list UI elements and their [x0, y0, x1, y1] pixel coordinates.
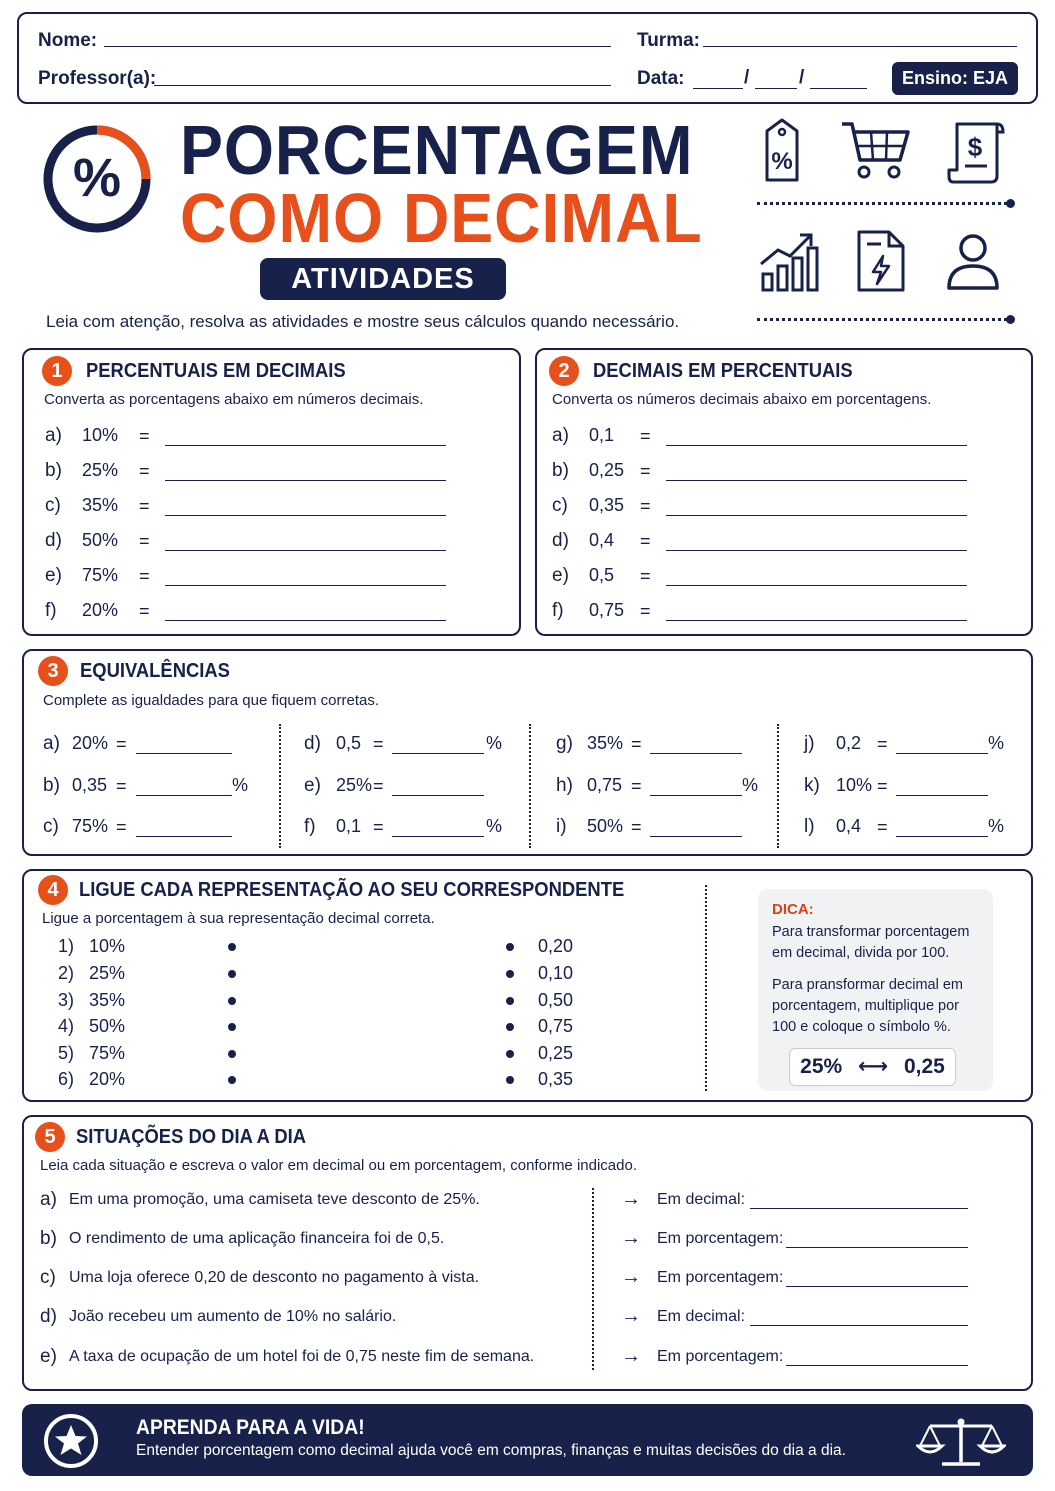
name-label: Nome:: [38, 30, 98, 51]
section-subtitle: Converta os números decimais abaixo em porcentagens.: [552, 391, 932, 408]
match-left-value: 50%: [89, 1016, 126, 1036]
item-value: 0,25: [589, 460, 625, 480]
class-field[interactable]: [703, 46, 1017, 47]
equals-sign: =: [640, 531, 651, 551]
student-info-box: [17, 12, 1038, 104]
match-right-dot[interactable]: [506, 1050, 514, 1058]
section-subtitle: Complete as igualdades para que fiquem corretas.: [43, 692, 380, 709]
item-letter: j): [804, 733, 815, 754]
percent-suffix: %: [232, 775, 249, 795]
section-title: SITUAÇÕES DO DIA A DIA: [76, 1126, 307, 1148]
answer-line[interactable]: [650, 753, 742, 754]
answer-line[interactable]: [666, 445, 967, 446]
right-arrow-icon: →: [621, 1266, 641, 1288]
item-letter: c): [45, 495, 61, 516]
item-letter: c): [43, 816, 59, 837]
equals-sign: =: [877, 776, 888, 796]
answer-line[interactable]: [165, 550, 446, 551]
match-left-index: 5): [58, 1043, 75, 1063]
match-left-dot[interactable]: [228, 970, 236, 978]
teacher-field[interactable]: [154, 85, 611, 86]
situation-text: Uma loja oferece 0,20 de desconto no pagamento à vista.: [69, 1269, 480, 1286]
shopping-cart-icon: [840, 120, 912, 182]
item-value: 20%: [72, 733, 109, 753]
answer-line[interactable]: [666, 480, 967, 481]
situation-text: João recebeu um aumento de 10% no salário.: [69, 1308, 397, 1325]
equals-sign: =: [139, 496, 150, 516]
answer-label: Em decimal:: [657, 1191, 746, 1208]
section-title: PERCENTUAIS EM DECIMAIS: [86, 360, 346, 382]
item-value: 0,5: [589, 565, 615, 585]
percent-suffix: %: [742, 775, 759, 795]
date-separator: /: [744, 67, 750, 88]
item-value: 0,35: [589, 495, 625, 515]
title-line-1: PORCENTAGEM: [180, 111, 694, 189]
answer-line[interactable]: [666, 585, 967, 586]
equals-sign: =: [139, 566, 150, 586]
percent-suffix: %: [988, 733, 1005, 753]
answer-line[interactable]: [392, 836, 484, 837]
item-value: 35%: [587, 733, 624, 753]
column-divider: [279, 724, 281, 848]
match-right-value: 0,25: [538, 1043, 574, 1063]
person-icon: [945, 232, 1001, 292]
item-value: 25%: [82, 460, 119, 480]
column-divider: [705, 885, 707, 1091]
section-subtitle: Ligue a porcentagem à sua representação decimal correta.: [42, 910, 435, 927]
equals-sign: =: [373, 734, 384, 754]
level-badge: Ensino: EJA: [892, 62, 1018, 95]
answer-line[interactable]: [786, 1247, 968, 1248]
star-badge-icon: [42, 1412, 100, 1470]
match-left-value: 35%: [89, 990, 126, 1010]
answer-label: Em porcentagem:: [657, 1269, 784, 1286]
situation-text: A taxa de ocupação de um hotel foi de 0,75 neste fim de semana.: [69, 1348, 535, 1365]
item-value: 35%: [82, 495, 119, 515]
activities-badge: ATIVIDADES: [260, 258, 506, 300]
item-letter: h): [556, 775, 573, 796]
teacher-label: Professor(a):: [38, 68, 157, 89]
item-value: 10%: [836, 775, 873, 795]
equals-sign: =: [139, 531, 150, 551]
equals-sign: =: [116, 776, 127, 796]
item-letter: e): [45, 565, 62, 586]
item-letter: f): [45, 600, 57, 621]
decorative-dotted-line: [757, 318, 1007, 321]
equals-sign: =: [373, 776, 384, 796]
decorative-dotted-line: [757, 202, 1007, 205]
section-title: LIGUE CADA REPRESENTAÇÃO AO SEU CORRESPONDENTE: [79, 879, 625, 901]
equals-sign: =: [640, 426, 651, 446]
dotted-line-end-dot: [1006, 315, 1015, 324]
match-left-value: 25%: [89, 963, 126, 983]
equals-sign: =: [631, 776, 642, 796]
answer-line[interactable]: [650, 836, 742, 837]
date-label: Data:: [637, 68, 685, 89]
match-left-index: 2): [58, 963, 75, 983]
receipt-dollar-icon: [945, 118, 1007, 186]
equals-sign: =: [631, 817, 642, 837]
answer-line[interactable]: [750, 1325, 968, 1326]
match-right-dot[interactable]: [506, 997, 514, 1005]
class-label: Turma:: [637, 30, 700, 51]
item-letter: b): [45, 460, 62, 481]
item-letter: c): [552, 495, 568, 516]
item-value: 0,1: [589, 425, 615, 445]
balance-scale-icon: [916, 1414, 1006, 1468]
svg-text:$: $: [967, 132, 983, 162]
match-right-dot[interactable]: [506, 1076, 514, 1084]
answer-line[interactable]: [666, 620, 967, 621]
answer-line[interactable]: [136, 836, 232, 837]
percent-circle-icon: [40, 122, 154, 236]
item-letter: e): [552, 565, 569, 586]
answer-line[interactable]: [136, 795, 232, 796]
match-right-dot[interactable]: [506, 943, 514, 951]
match-left-dot[interactable]: [228, 1023, 236, 1031]
footer-text: Entender porcentagem como decimal ajuda você em compras, finanças e muitas decisões do dia a dia.: [136, 1442, 846, 1459]
footer-banner: [22, 1404, 1033, 1476]
match-left-dot[interactable]: [228, 1076, 236, 1084]
answer-line[interactable]: [136, 753, 232, 754]
match-left-dot[interactable]: [228, 997, 236, 1005]
item-value: 10%: [82, 425, 119, 445]
item-value: 75%: [82, 565, 119, 585]
match-left-dot[interactable]: [228, 943, 236, 951]
answer-line[interactable]: [750, 1208, 968, 1209]
equals-sign: =: [640, 496, 651, 516]
equals-sign: =: [116, 817, 127, 837]
match-right-dot[interactable]: [506, 970, 514, 978]
column-divider: [592, 1188, 594, 1370]
title-line-2: COMO DECIMAL: [180, 179, 703, 257]
equals-sign: =: [640, 566, 651, 586]
answer-line[interactable]: [666, 550, 967, 551]
answer-line[interactable]: [896, 753, 988, 754]
item-value: 20%: [82, 600, 119, 620]
item-value: 0,4: [836, 816, 862, 836]
match-left-dot[interactable]: [228, 1050, 236, 1058]
name-field[interactable]: [104, 46, 611, 47]
answer-line[interactable]: [165, 480, 446, 481]
percent-suffix: %: [486, 733, 503, 753]
svg-text:%: %: [771, 148, 793, 175]
item-letter: b): [40, 1228, 57, 1249]
footer-title: APRENDA PARA A VIDA!: [136, 1416, 365, 1439]
energy-bill-icon: [855, 228, 907, 294]
match-right-value: 0,10: [538, 963, 574, 983]
equals-sign: =: [139, 461, 150, 481]
equals-sign: =: [139, 426, 150, 446]
item-letter: d): [552, 530, 569, 551]
date-year-field[interactable]: [810, 88, 867, 89]
date-day-field[interactable]: [693, 88, 743, 89]
item-letter: l): [804, 816, 815, 837]
date-month-field[interactable]: [755, 88, 797, 89]
item-letter: k): [804, 775, 820, 796]
item-letter: c): [40, 1267, 56, 1288]
situation-text: Em uma promoção, uma camiseta teve desconto de 25%.: [69, 1191, 480, 1208]
section-number: 5: [35, 1122, 65, 1152]
item-letter: e): [40, 1346, 57, 1367]
item-value: 50%: [587, 816, 624, 836]
match-right-dot[interactable]: [506, 1023, 514, 1031]
match-left-value: 75%: [89, 1043, 126, 1063]
section-subtitle: Leia cada situação e escreva o valor em decimal ou em porcentagem, conforme indicado.: [40, 1157, 637, 1174]
right-arrow-icon: →: [621, 1227, 641, 1249]
dotted-line-end-dot: [1006, 199, 1015, 208]
item-letter: b): [43, 775, 60, 796]
answer-label: Em porcentagem:: [657, 1230, 784, 1247]
intro-text: Leia com atenção, resolva as atividades e mostre seus cálculos quando necessário.: [46, 312, 680, 331]
situation-text: O rendimento de uma aplicação financeira foi de 0,5.: [69, 1230, 445, 1247]
tip-title: DICA:: [772, 901, 814, 918]
answer-line[interactable]: [650, 795, 742, 796]
section-number: 4: [38, 875, 68, 905]
percent-suffix: %: [988, 816, 1005, 836]
right-arrow-icon: →: [621, 1345, 641, 1367]
answer-line[interactable]: [666, 515, 967, 516]
match-left-value: 10%: [89, 936, 126, 956]
item-letter: d): [40, 1306, 57, 1327]
right-arrow-icon: →: [621, 1305, 641, 1327]
answer-line[interactable]: [786, 1286, 968, 1287]
equals-sign: =: [631, 734, 642, 754]
match-left-index: 3): [58, 990, 75, 1010]
item-letter: g): [556, 733, 573, 754]
answer-line[interactable]: [165, 445, 446, 446]
match-right-value: 0,50: [538, 990, 574, 1010]
equals-sign: =: [139, 601, 150, 621]
item-value: 0,35: [72, 775, 108, 795]
equals-sign: =: [640, 601, 651, 621]
item-letter: f): [304, 816, 316, 837]
answer-line[interactable]: [896, 836, 988, 837]
tip-example: [789, 1048, 956, 1086]
equals-sign: =: [877, 734, 888, 754]
match-left-index: 4): [58, 1016, 75, 1036]
item-value: 0,75: [589, 600, 625, 620]
percent-suffix: %: [486, 816, 503, 836]
bar-chart-growth-icon: [758, 230, 820, 294]
item-letter: e): [304, 775, 321, 796]
answer-line[interactable]: [165, 515, 446, 516]
tip-text-2: Para pransformar decimal em porcentagem, multiplique por 100 e coloque o símbolo %.: [772, 977, 963, 1035]
item-letter: d): [304, 733, 321, 754]
answer-line[interactable]: [165, 585, 446, 586]
answer-line[interactable]: [392, 753, 484, 754]
answer-label: Em porcentagem:: [657, 1348, 784, 1365]
double-arrow-icon: ⟷: [858, 1055, 889, 1078]
match-right-value: 0,20: [538, 936, 574, 956]
item-value: 25%: [336, 775, 373, 795]
tip-example-right: 0,25: [903, 1055, 945, 1078]
item-value: 0,1: [336, 816, 362, 836]
item-letter: f): [552, 600, 564, 621]
column-divider: [529, 724, 531, 848]
item-letter: b): [552, 460, 569, 481]
tip-example-left: 25%: [800, 1055, 843, 1078]
match-right-value: 0,35: [538, 1069, 574, 1089]
answer-line[interactable]: [896, 795, 988, 796]
match-left-index: 6): [58, 1069, 75, 1089]
section-number: 2: [549, 356, 579, 386]
item-value: 50%: [82, 530, 119, 550]
item-letter: a): [45, 425, 62, 446]
item-letter: a): [40, 1189, 57, 1210]
section-number: 1: [42, 356, 72, 386]
section-subtitle: Converta as porcentagens abaixo em números decimais.: [44, 391, 424, 408]
section-number: 3: [38, 656, 68, 686]
price-tag-percent-icon: [757, 117, 807, 185]
answer-line[interactable]: [392, 795, 484, 796]
item-value: 0,5: [336, 733, 362, 753]
item-value: 75%: [72, 816, 109, 836]
section-title: EQUIVALÊNCIAS: [80, 660, 230, 682]
equals-sign: =: [640, 461, 651, 481]
equals-sign: =: [116, 734, 127, 754]
item-letter: a): [552, 425, 569, 446]
date-separator: /: [799, 67, 805, 88]
item-value: 0,2: [836, 733, 862, 753]
answer-line[interactable]: [165, 620, 446, 621]
match-right-value: 0,75: [538, 1016, 574, 1036]
item-letter: d): [45, 530, 62, 551]
svg-text:%: %: [72, 148, 122, 208]
item-letter: i): [556, 816, 567, 837]
equals-sign: =: [373, 817, 384, 837]
item-value: 0,75: [587, 775, 623, 795]
match-left-value: 20%: [89, 1069, 126, 1089]
item-value: 0,4: [589, 530, 615, 550]
answer-label: Em decimal:: [657, 1308, 746, 1325]
item-letter: a): [43, 733, 60, 754]
equals-sign: =: [877, 817, 888, 837]
answer-line[interactable]: [786, 1365, 968, 1366]
right-arrow-icon: →: [621, 1188, 641, 1210]
column-divider: [777, 724, 779, 848]
tip-text-1: Para transformar porcentagem em decimal, divida por 100.: [772, 924, 970, 961]
section-title: DECIMAIS EM PERCENTUAIS: [593, 360, 853, 382]
match-left-index: 1): [58, 936, 75, 956]
tip-box: [758, 889, 993, 1091]
